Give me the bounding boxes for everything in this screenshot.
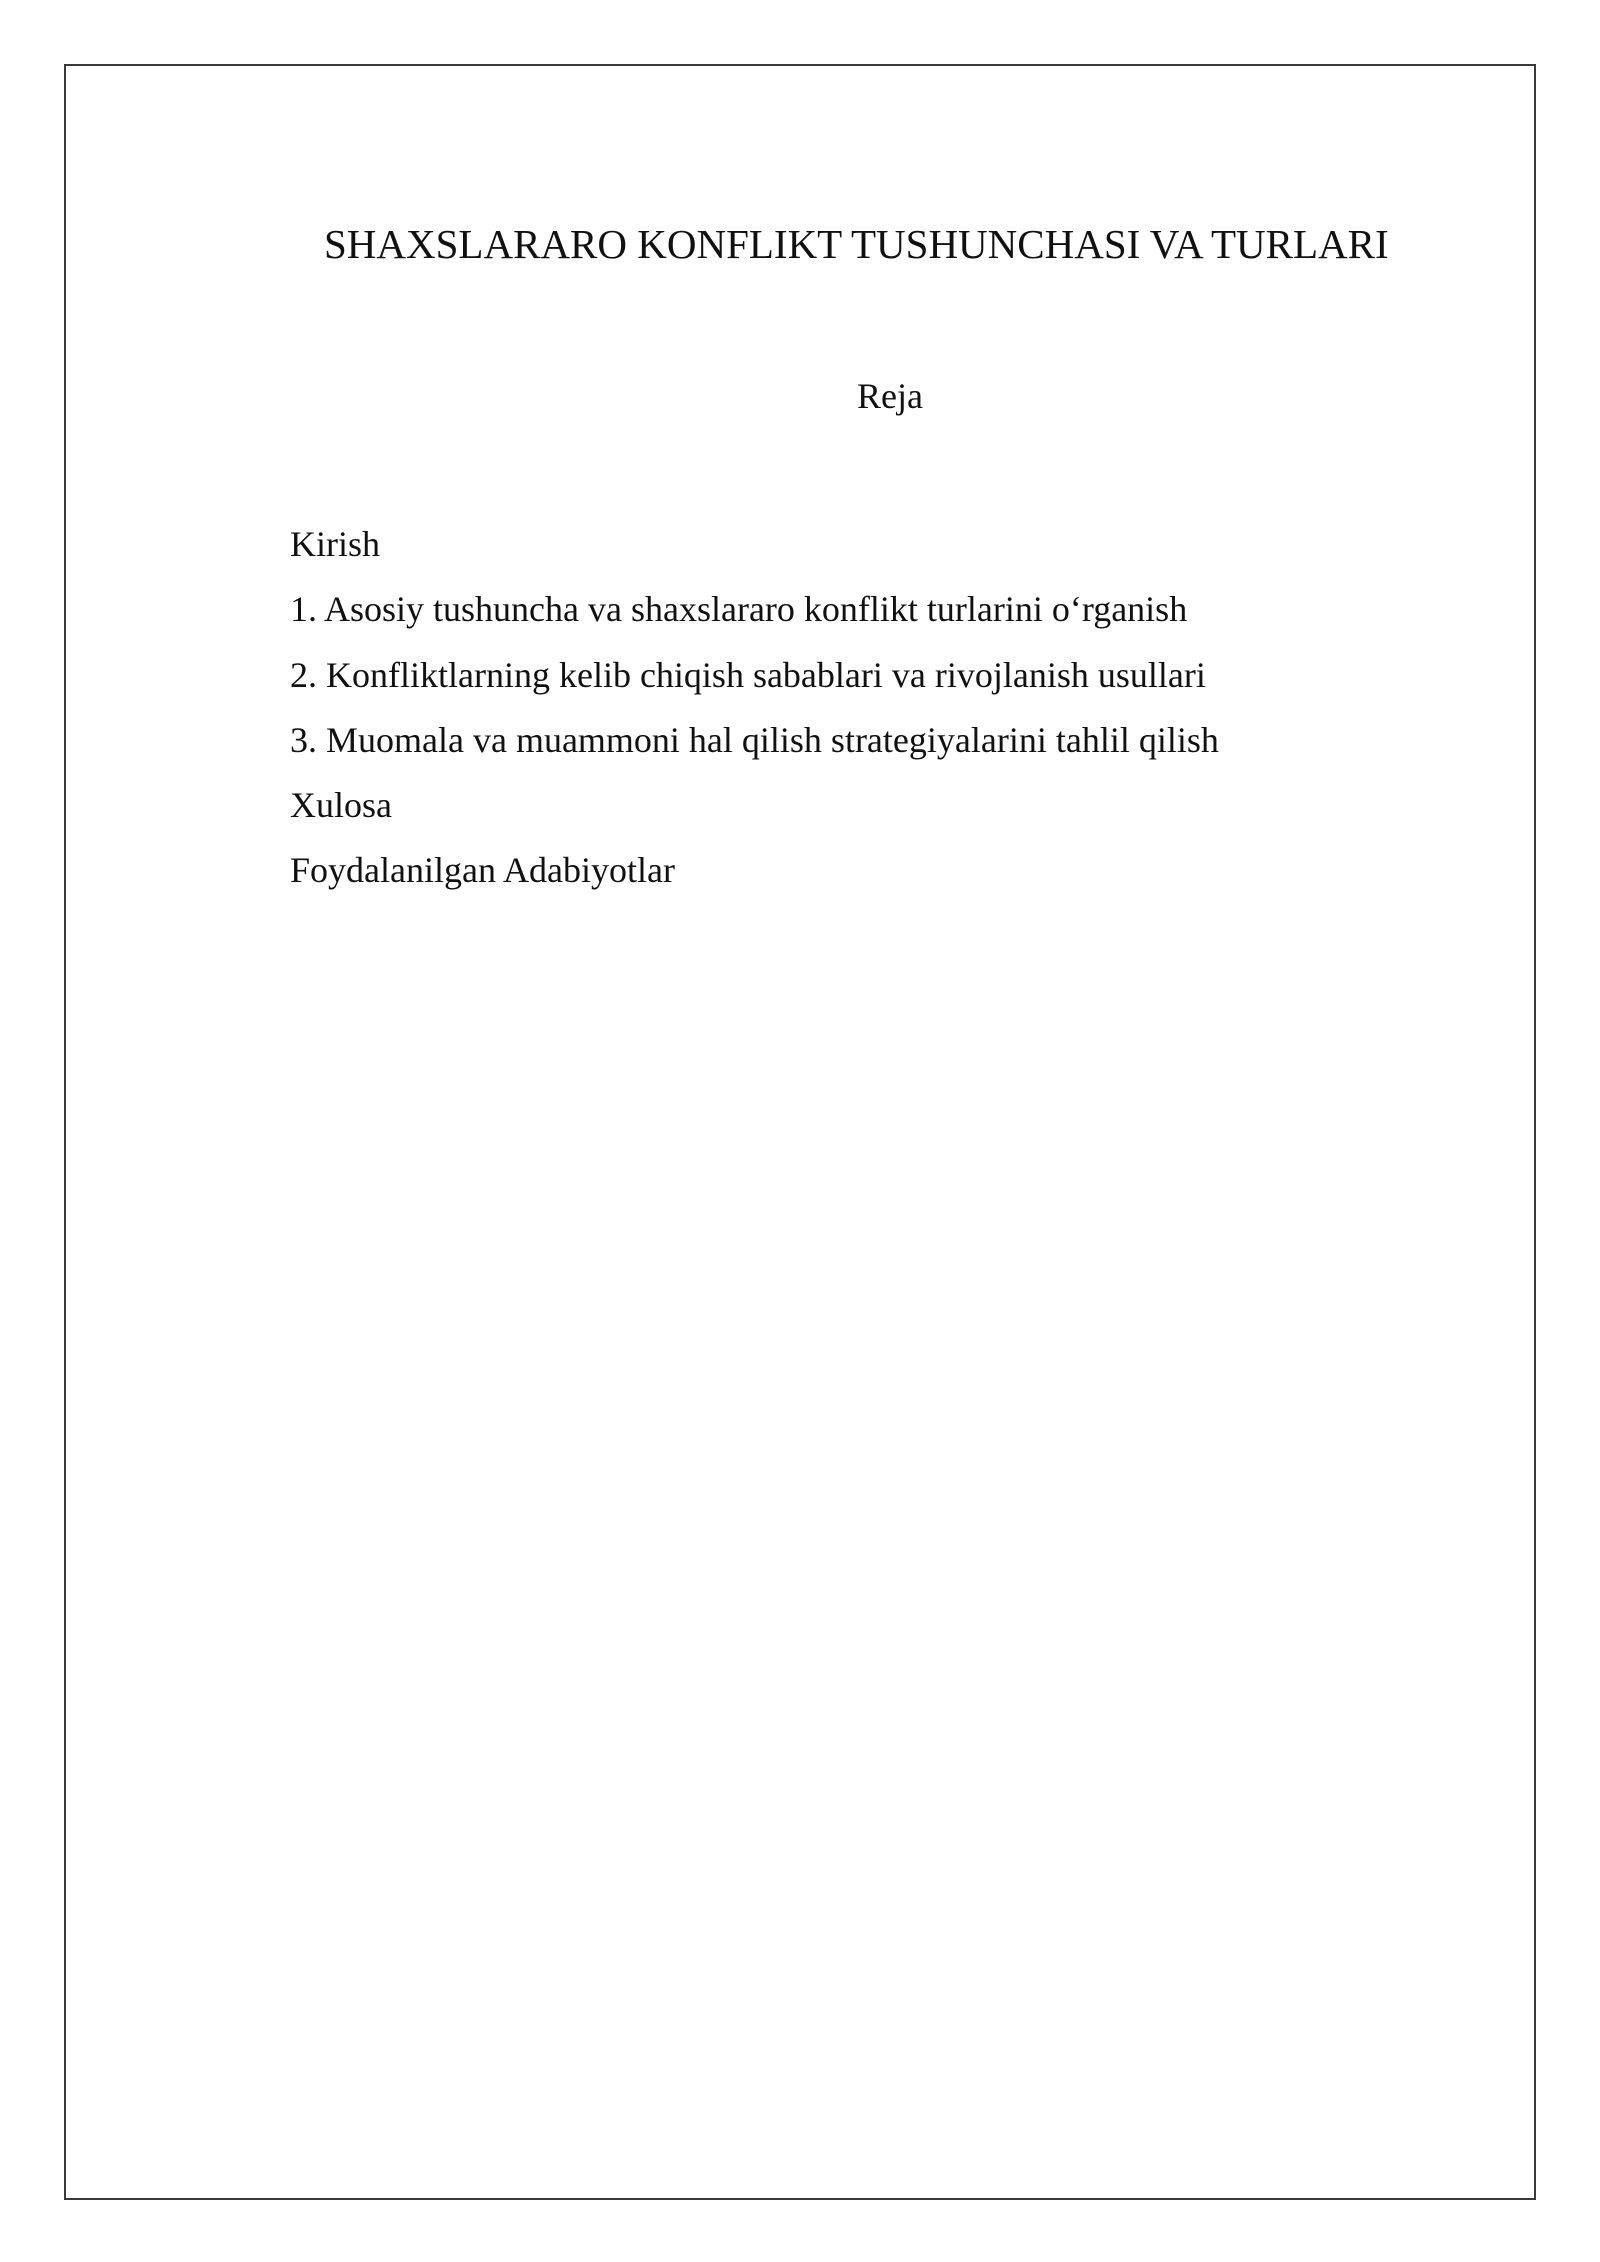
plan-item-2: 2. Konfliktlarning kelib chiqish sabablari va rivojlanish usullari bbox=[290, 654, 1206, 695]
plan-item-1: 1. Asosiy tushuncha va shaxslararo konflikt turlarini o‘rganish bbox=[290, 589, 1188, 630]
document-title: SHAXSLARARO KONFLIKT TUSHUNCHASI VA TURLARI bbox=[324, 221, 1389, 267]
plan-item-introduction: Kirish bbox=[290, 524, 380, 564]
plan-item-3: 3. Muomala va muammoni hal qilish strategiyalarini tahlil qilish bbox=[290, 719, 1219, 760]
plan-item-references: Foydalanilgan Adabiyotlar bbox=[290, 850, 675, 891]
plan-item-conclusion: Xulosa bbox=[290, 785, 392, 826]
plan-list bbox=[290, 512, 1219, 904]
plan-heading: Reja bbox=[857, 376, 923, 416]
